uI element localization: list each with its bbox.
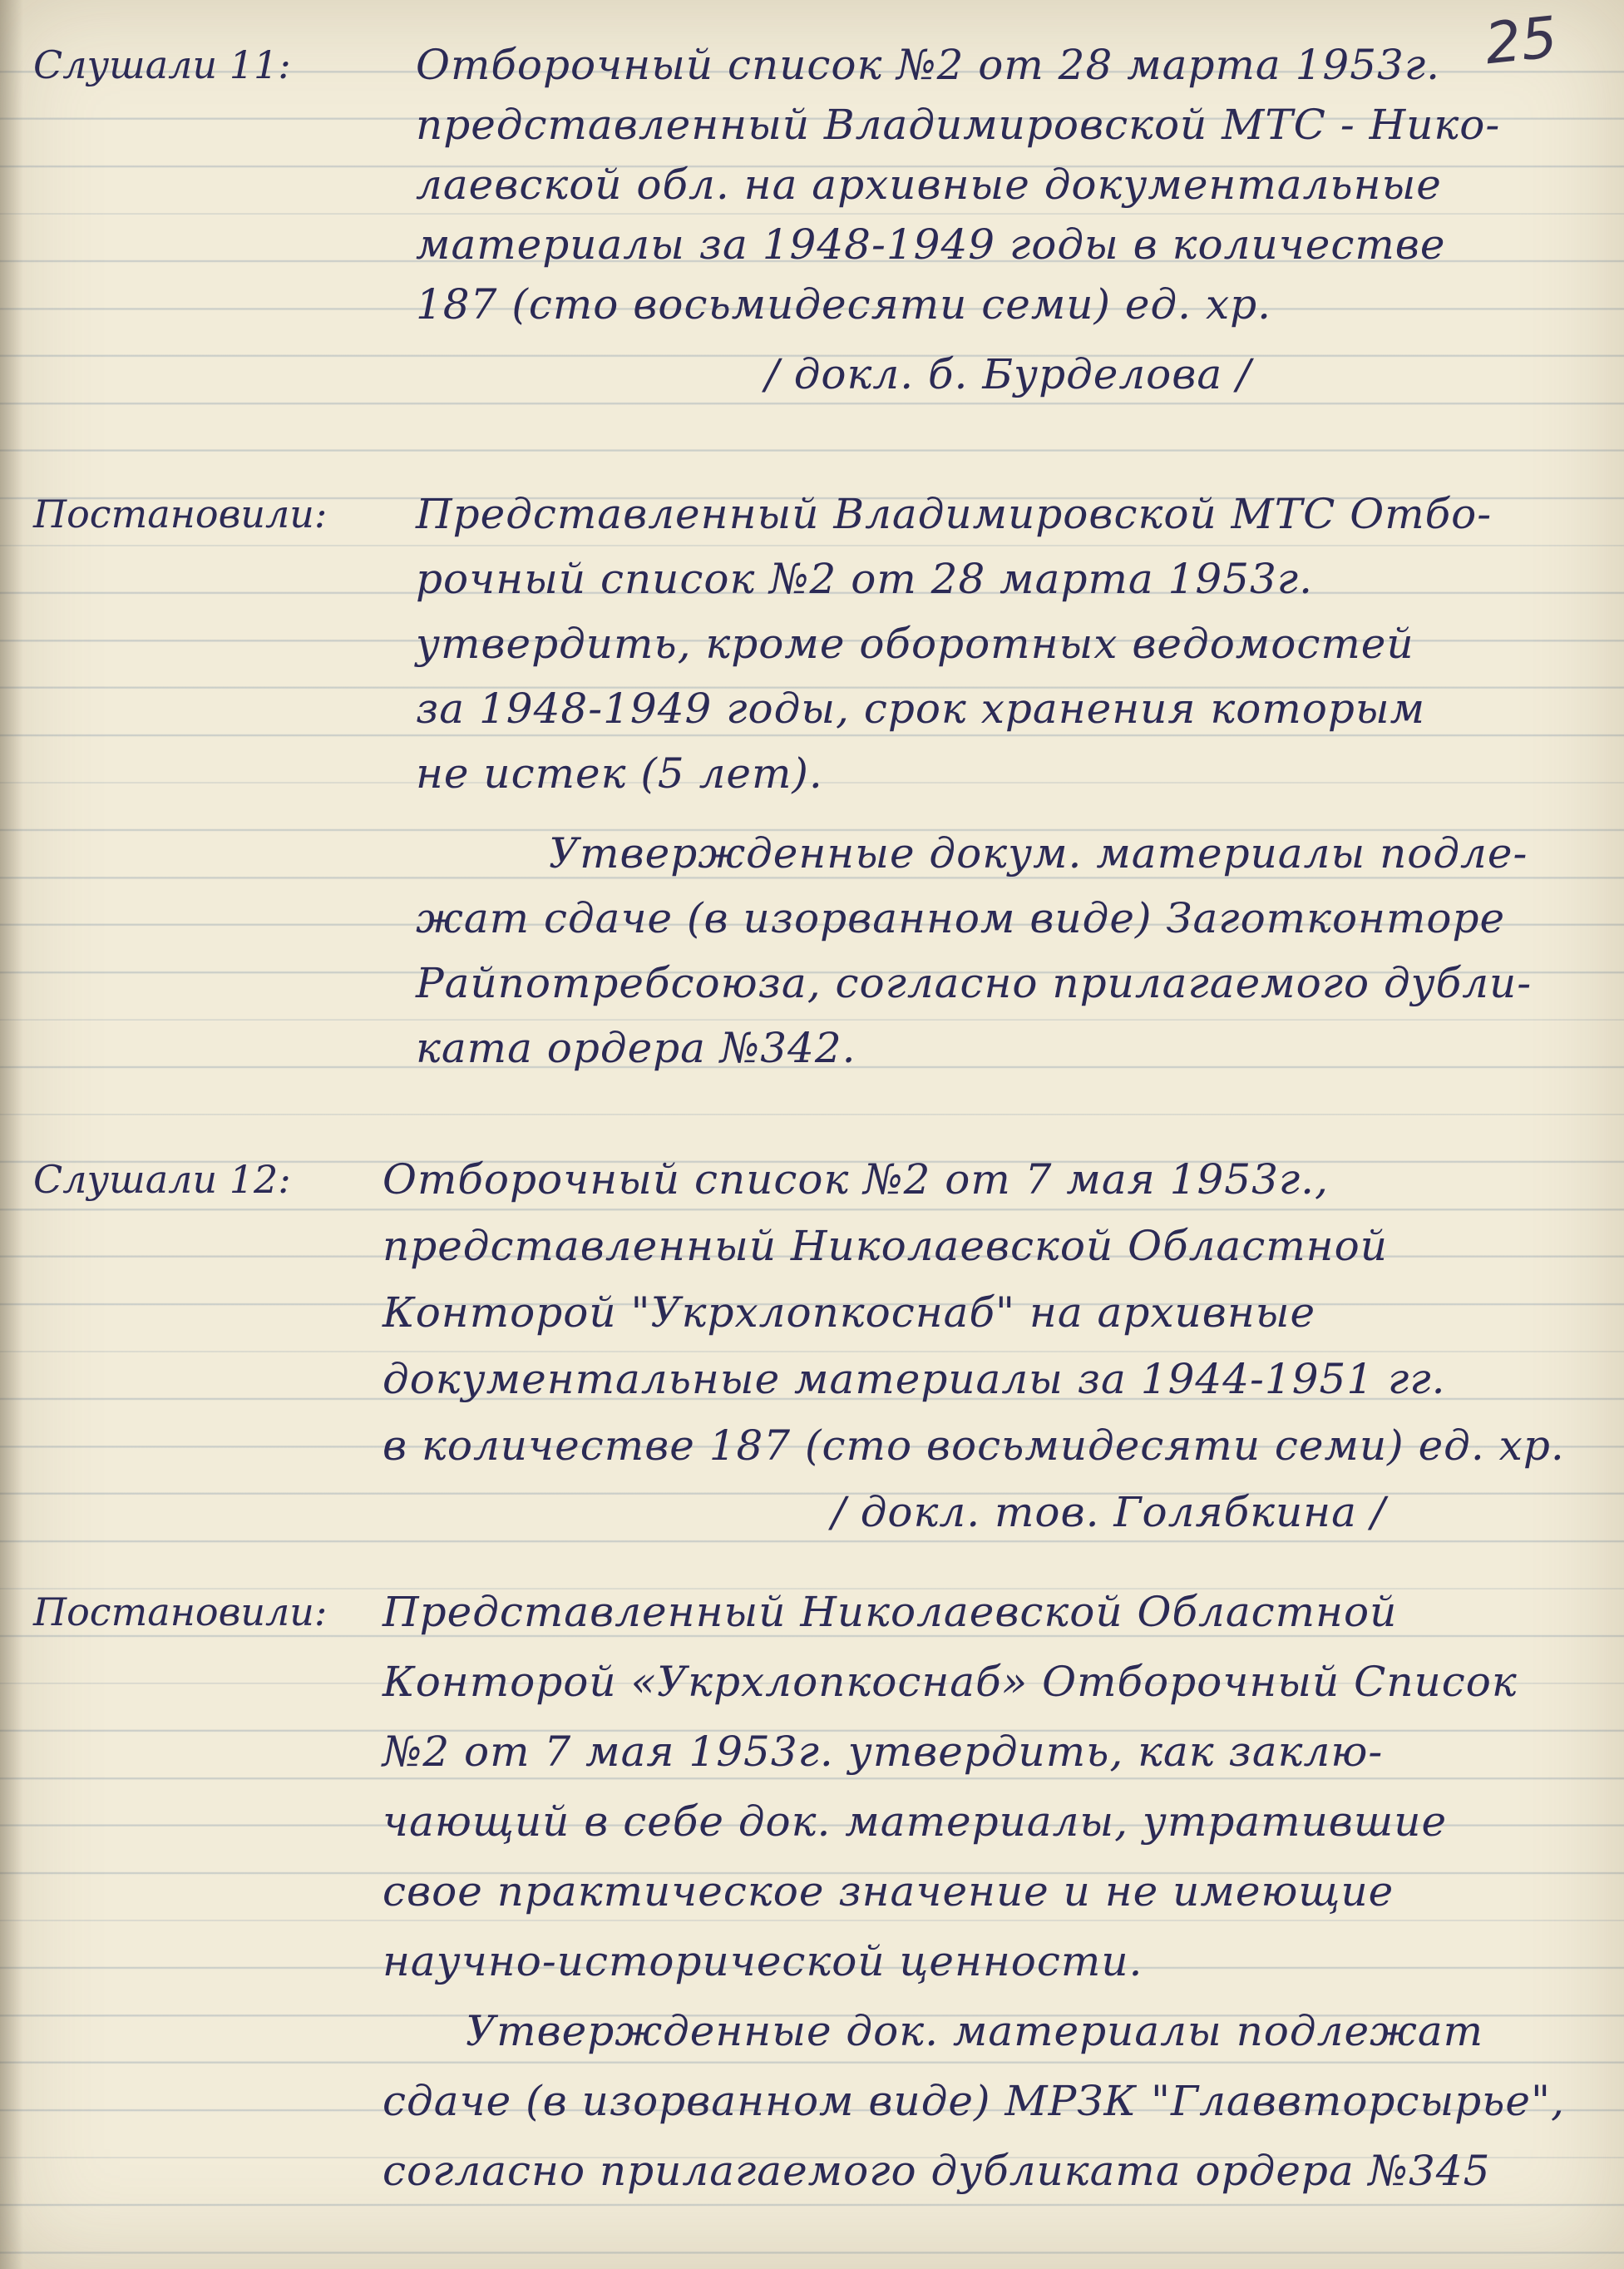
text-line: за 1948-1949 годы, срок хранения которым — [416, 685, 1426, 733]
entry-label: Постановили: — [33, 1589, 328, 1634]
text-line: Представленный Николаевской Областной — [383, 1588, 1398, 1636]
text-line: материалы за 1948-1949 годы в количестве — [416, 220, 1446, 269]
text-line: лаевской обл. на архивные документальные — [416, 161, 1442, 209]
text-line: не истек (5 лет). — [416, 749, 823, 798]
speaker-note: / докл. тов. Голябкина / — [832, 1488, 1386, 1536]
text-line: утвердить, кроме оборотных ведомостей — [416, 620, 1414, 668]
text-line: №2 от 7 мая 1953г. утвердить, как заклю- — [383, 1728, 1384, 1776]
text-line: жат сдаче (в изорванном виде) Заготконторе — [416, 894, 1506, 942]
text-line: 187 (сто восьмидесяти семи) ед. хр. — [416, 280, 1272, 329]
text-line: документальные материалы за 1944-1951 гг. — [383, 1355, 1446, 1403]
text-line: свое практическое значение и не имеющие — [383, 1867, 1394, 1916]
text-line: Отборочный список №2 от 7 мая 1953г., — [383, 1155, 1329, 1204]
folio-number: 25 — [1482, 4, 1561, 78]
text-line: Утвержденные док. материалы подлежат — [466, 2007, 1484, 2055]
entry-label: Слушали 11: — [33, 42, 291, 87]
text-line: представленный Николаевской Областной — [383, 1222, 1388, 1270]
text-line: рочный список №2 от 28 марта 1953г. — [416, 555, 1313, 603]
binding-edge — [0, 0, 23, 2269]
text-line: Отборочный список №2 от 28 марта 1953г. — [416, 41, 1440, 89]
text-line: Конторой «Укрхлопкоснаб» Отборочный Список — [383, 1658, 1518, 1706]
text-line: Утвержденные докум. материалы подле- — [549, 829, 1528, 877]
text-line: представленный Владимировской МТС - Нико- — [416, 101, 1501, 149]
speaker-note: / докл. б. Бурделова / — [765, 350, 1251, 398]
text-line: в количестве 187 (сто восьмидесяти семи) ед. хр. — [383, 1421, 1565, 1470]
text-line: Конторой "Укрхлопкоснаб" на архивные — [383, 1288, 1316, 1337]
text-line: Представленный Владимировской МТС Отбо- — [416, 490, 1493, 538]
text-line: согласно прилагаемого дубликата ордера №345 — [383, 2147, 1491, 2195]
text-line: научно-исторической ценности. — [383, 1937, 1143, 1985]
entry-label: Постановили: — [33, 492, 328, 536]
text-line: ката ордера №342. — [416, 1024, 856, 1072]
entry-label: Слушали 12: — [33, 1157, 291, 1202]
text-line: чающий в себе док. материалы, утратившие — [383, 1797, 1448, 1846]
text-line: сдаче (в изорванном виде) МРЗК "Главвторсырье", — [383, 2077, 1565, 2125]
text-line: Райпотребсоюза, согласно прилагаемого дубли- — [416, 959, 1533, 1007]
